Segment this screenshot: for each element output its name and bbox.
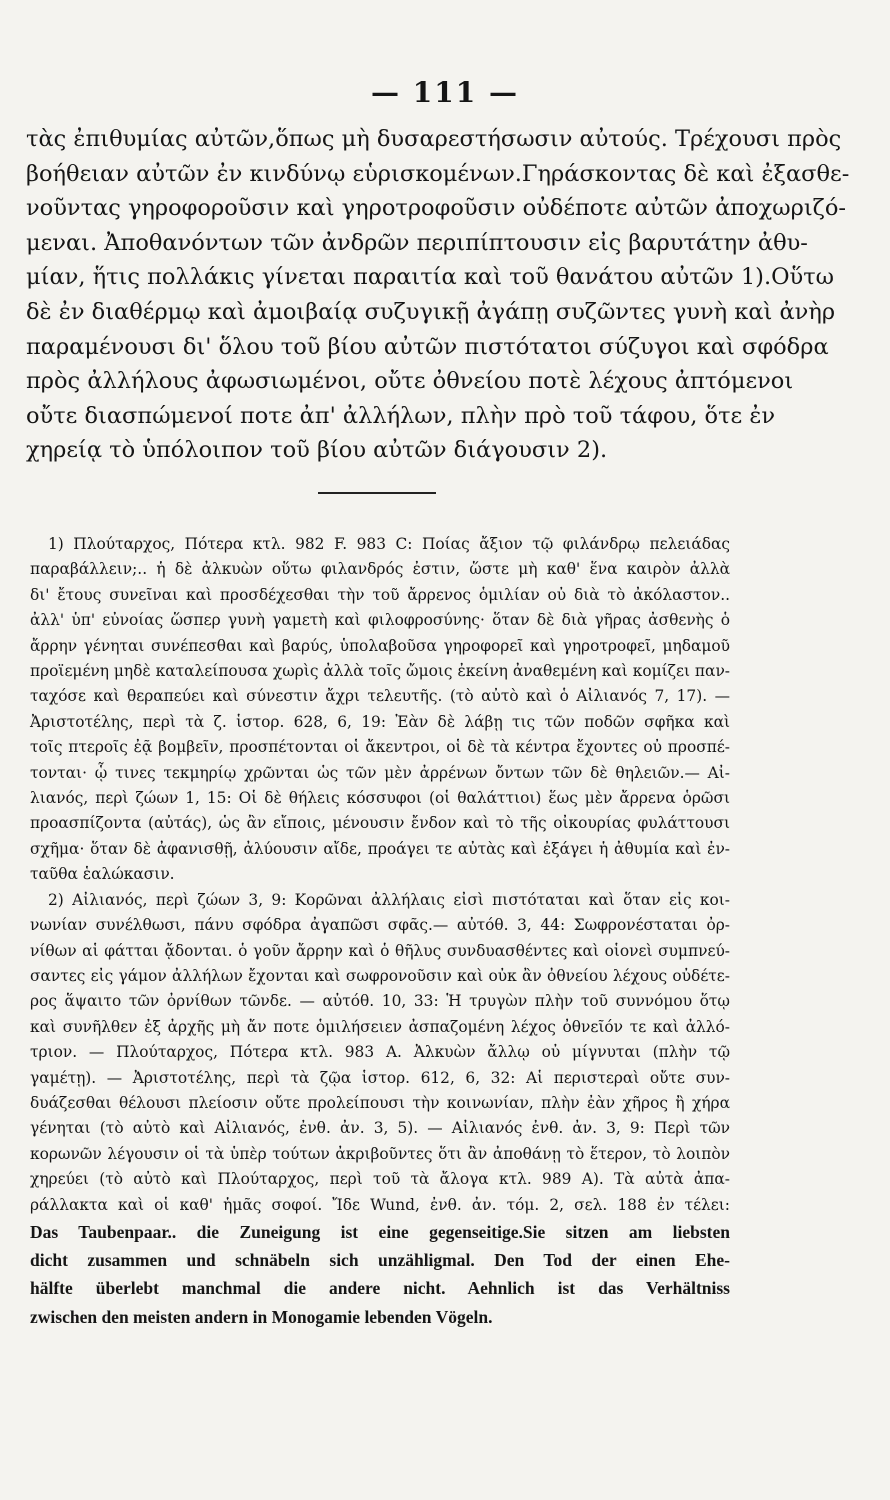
- main-line: οὔτε διασπώμενοί ποτε ἀπ' ἀλλήλων, πλὴν πρὸ τοῦ τάφου, ὅτε ἐν: [26, 402, 776, 429]
- footnote-line: ράλλακτα καὶ οἱ καθ' ἡμᾶς σοφοί. Ἴδε Wund, ἐνθ. ἀν. τόμ. 2, σελ. 188 ἐν τέλει:: [30, 1195, 730, 1214]
- main-line: τὰς ἐπιθυμίας αὐτῶν,ὅπως μὴ δυσαρεστήσωσιν αὐτούς. Τρέχουσι πρὸς: [26, 126, 842, 152]
- footnote-line: ἄρρην γένηται συνέπεσθαι καὶ βαρύς, ὑπολαβοῦσα γηροφορεῖ καὶ γηροτροφεῖ, μηδαμοῦ: [30, 636, 730, 655]
- footnote-line: παραβάλλειν;.. ἡ δὲ ἀλκυὼν οὕτω φιλανδρός ἐστιν, ὥστε μὴ καθ' ἕνα καιρὸν ἀλλὰ: [30, 560, 730, 579]
- footnote-line: ρος ἅψαιτο τῶν ὀρνίθων τῶνδε. — αὐτόθ. 10, 33: Ἡ τρυγὼν πλὴν τοῦ συννόμου ὅτῳ: [30, 992, 730, 1011]
- main-line: πρὸς ἀλλήλους ἀφωσιωμένοι, οὔτε ὀθνείου ποτὲ λέχους ἀπτόμενοι: [26, 368, 794, 395]
- footnote-line: δι' ἔτους συνεῖναι καὶ προσδέχεσθαι τὴν τοῦ ἄρρενος ὁμιλίαν οὐ διὰ τὸ ἀκόλαστον..: [30, 585, 730, 604]
- footnote-line: κορωνῶν λέγουσιν οἱ τὰ ὑπὲρ τούτων ἀκριβοῦντες ὅτι ἂν ἀποθάνῃ τὸ ἕτερον, τὸ λοιπὸν: [30, 1144, 730, 1163]
- footnotes: [30, 532, 730, 1331]
- footnote-line: τονται· ᾧ τινες τεκμηρίῳ χρῶνται ὡς τῶν μὲν ἀρρένων ὄντων τῶν δὲ θηλειῶν.— Αἰ-: [30, 763, 730, 782]
- main-line: παραμένουσι δι' ὅλου τοῦ βίου αὐτῶν πιστότατοι σύζυγοι καὶ σφόδρα: [26, 333, 829, 360]
- main-line: νοῦντας γηροφοροῦσιν καὶ γηροτροφοῦσιν οὐδέποτε αὐτῶν ἀποχωριζό-: [26, 195, 846, 222]
- footnote-line: 1) Πλούταρχος, Πότερα κτλ. 982 F. 983 C: Ποίας ἄξιον τῷ φιλάνδρῳ πελειάδας: [48, 535, 730, 553]
- footnote-line: λιανός, περὶ ζώων 1, 15: Οἱ δὲ θήλεις κόσσυφοι (οἱ θαλάττιοι) ἕως μὲν ἄρρενα ὁρῶσι: [30, 789, 730, 808]
- footnote-line: καὶ συνῆλθεν ἐξ ἀρχῆς μὴ ἄν ποτε ὁμιλήσειεν ἀσπαζομένη λέχος ὀθνεῖόν τε καὶ ἀλλό-: [30, 1017, 730, 1036]
- main-text: [26, 122, 850, 468]
- footnote-line: χηρεύει (τὸ αὐτὸ καὶ Πλούταρχος, περὶ τοῦ τὰ ἄλογα κτλ. 989 A). Τὰ αὐτὰ ἀπα-: [30, 1170, 730, 1189]
- footnote-line: προϊεμένη μηδὲ καταλείπουσα χωρὶς ἀλλὰ τοῖς ὤμοις ἐκείνη ἀναθεμένη καὶ κομίζει παν-: [30, 662, 730, 681]
- footnote-line: zwischen den meisten andern in Monogamie lebenden Vögeln.: [30, 1306, 493, 1327]
- main-line: μεναι. Ἀποθανόντων τῶν ἀνδρῶν περιπίπτουσιν εἰς βαρυτάτην ἀθυ-: [26, 229, 808, 256]
- footnote-line: 2) Αἰλιανός, περὶ ζώων 3, 9: Κορῶναι ἀλλήλαις εἰσὶ πιστόταται καὶ ὅταν εἰς κοι-: [48, 890, 730, 909]
- footnote-line: σαντες εἰς γάμον ἀλλήλων ἔχονται καὶ σωφρονοῦσιν καὶ οὐκ ἂν ὀθνείου λέχους οὐδέτε-: [30, 966, 730, 985]
- footnote-line: τοῖς πτεροῖς ἐᾷ βομβεῖν, προσπέτονται οἱ ἄκεντροι, οἱ δὲ τὰ κέντρα ἔχοντες οὐ προσπέ-: [30, 738, 730, 757]
- footnote-separator: [318, 492, 436, 494]
- footnote-line: προασπίζοντα (αὐτάς), ὡς ἂν εἴποις, μένουσιν ἔνδον καὶ τὸ τῆς οἰκουρίας φυλάττουσι: [30, 814, 730, 833]
- footnote-line: dicht zusammen und schnäbeln sich unzähligmal. Den Tod der einen Ehe-: [30, 1250, 730, 1271]
- main-line: βοήθειαν αὐτῶν ἐν κινδύνῳ εὑρισκομένων.Γηράσκοντας δὲ καὶ ἐξασθε-: [26, 160, 850, 187]
- footnote-line: γαμέτῃ). — Ἀριστοτέλης, περὶ τὰ ζῷα ἱστορ. 612, 6, 32: Αἱ περιστεραὶ οὔτε συν-: [30, 1068, 730, 1087]
- footnote-line: γένηται (τὸ αὐτὸ καὶ Αἰλιανός, ἐνθ. ἀν. 3, 5). — Αἰλιανός ἐνθ. ἀν. 3, 9: Περὶ τῶν: [30, 1119, 730, 1138]
- page-number: — 111 —: [371, 76, 519, 109]
- footnote-line: δυάζεσθαι θέλουσι πλείοσιν οὔτε προλείπουσι τὴν κοινωνίαν, πλὴν ἐὰν χῆρος ἢ χήρα: [30, 1093, 730, 1112]
- main-line: δὲ ἐν διαθέρμῳ καὶ ἀμοιβαίᾳ συζυγικῇ ἀγάπῃ συζῶντες γυνὴ καὶ ἀνὴρ: [26, 298, 836, 325]
- footnote-line: Das Taubenpaar.. die Zuneigung ist eine gegenseitige.Sie sitzen am liebsten: [30, 1221, 730, 1242]
- footnote-line: νωνίαν συνέλθωσι, πάνυ σφόδρα ἀγαπῶσι σφᾶς.— αὐτόθ. 3, 44: Σωφρονέσταται ὀρ-: [30, 916, 730, 935]
- footnote-line: σχῆμα· ὅταν δὲ ἀφανισθῇ, ἀλύουσιν αἴδε, προάγει τε αὐτὰς καὶ ἐξάγει ἡ ἀθυμία καὶ ἐν-: [30, 839, 730, 858]
- footnote-line: νίθων αἱ φάτται ᾄδονται. ὁ γοῦν ἄρρην καὶ ὁ θῆλυς συνδυασθέντες καὶ οἱονεὶ συμπνεύ-: [30, 941, 730, 960]
- footnote-line: ταχόσε καὶ θεραπεύει καὶ σύνεστιν ἄχρι τελευτῆς. (τὸ αὐτὸ καὶ ὁ Αἰλιανός 7, 17). —: [30, 687, 730, 706]
- footnote-line: τριον. — Πλούταρχος, Πότερα κτλ. 983 A. Ἀλκυὼν ἄλλῳ οὐ μίγνυται (πλὴν τῷ: [30, 1043, 730, 1062]
- main-line: μίαν, ἥτις πολλάκις γίνεται παραιτία καὶ τοῦ θανάτου αὐτῶν 1).Οὕτω: [26, 264, 835, 291]
- footnote-line: ταῦθα ἑαλώκασιν.: [30, 865, 175, 884]
- footnote-line: hälfte überlebt manchmal die andere nicht. Aehnlich ist das Verhältniss: [30, 1278, 730, 1299]
- main-line: χηρείᾳ τὸ ὑπόλοιπον τοῦ βίου αὐτῶν διάγουσιν 2).: [26, 437, 608, 464]
- footnote-line: ἀλλ' ὑπ' εὐνοίας ὥσπερ γυνὴ γαμετὴ καὶ φιλοφροσύνης· ὅταν δὲ διὰ γῆρας ἀσθενὴς ὁ: [30, 611, 730, 630]
- footnote-line: Ἀριστοτέλης, περὶ τὰ ζ. ἱστορ. 628, 6, 19: Ἐὰν δὲ λάβῃ τις τῶν ποδῶν σφῆκα καὶ: [30, 712, 730, 731]
